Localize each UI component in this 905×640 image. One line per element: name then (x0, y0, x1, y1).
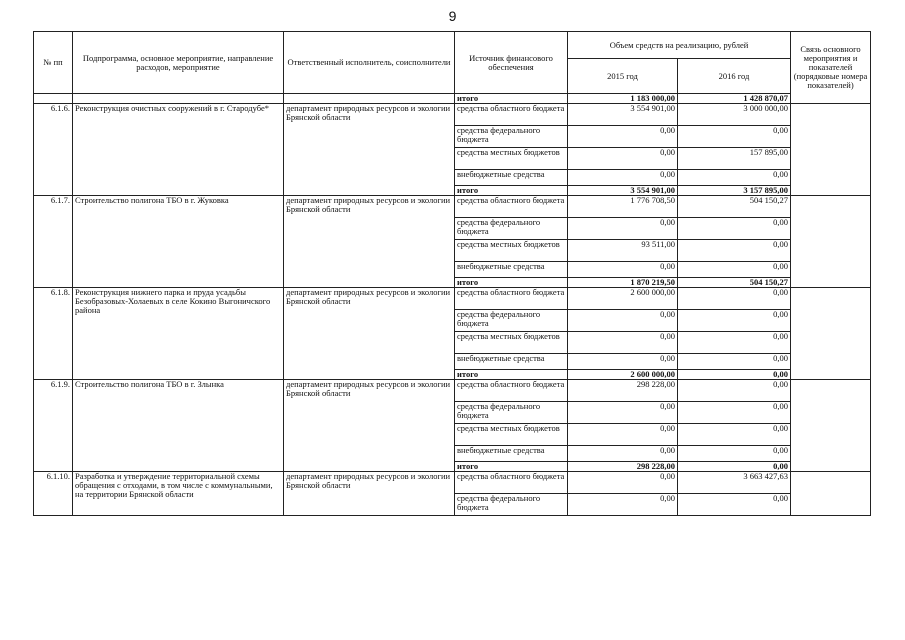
amount-2015: 0,00 (568, 402, 678, 424)
top-total-row (34, 94, 871, 104)
total-label: итого (455, 462, 568, 472)
amount-2016: 0,00 (678, 262, 791, 278)
funding-source: средства областного бюджета (455, 472, 568, 494)
total-2016: 0,00 (678, 462, 791, 472)
amount-2015: 0,00 (568, 424, 678, 446)
budget-table (33, 31, 871, 516)
funding-source: средства федерального бюджета (455, 310, 568, 332)
item-executor: департамент природных ресурсов и экологии Брянской области (284, 196, 455, 288)
amount-2015: 0,00 (568, 126, 678, 148)
funding-source: средства местных бюджетов (455, 424, 568, 446)
total-label: итого (455, 370, 568, 380)
item-link (791, 196, 871, 288)
header-link: Связь основного мероприятия и показателей (порядковые номера показателей) (791, 32, 871, 104)
amount-2016: 157 895,00 (678, 148, 791, 170)
funding-source: внебюджетные средства (455, 446, 568, 462)
item-link (791, 104, 871, 196)
amount-2016: 0,00 (678, 402, 791, 424)
header-volume: Объем средств на реализацию, рублей (568, 32, 791, 59)
total-2015: 3 554 901,00 (568, 186, 678, 196)
funding-source: внебюджетные средства (455, 354, 568, 370)
item-name: Строительство полигона ТБО в г. Злынка (73, 380, 284, 472)
amount-2016: 0,00 (678, 332, 791, 354)
item-executor: департамент природных ресурсов и экологии Брянской области (284, 472, 455, 516)
item-number: 6.1.7. (34, 196, 73, 288)
table-row (34, 196, 871, 218)
item-link (791, 380, 871, 472)
funding-source: средства федерального бюджета (455, 126, 568, 148)
table-row (34, 472, 871, 494)
total-2016: 1 428 870,07 (678, 94, 791, 104)
amount-2016: 0,00 (678, 218, 791, 240)
header-subprogram: Подпрограмма, основное мероприятие, направление расходов, мероприятие (73, 32, 284, 94)
funding-source: средства областного бюджета (455, 288, 568, 310)
total-2016: 3 157 895,00 (678, 186, 791, 196)
funding-source: средства федерального бюджета (455, 494, 568, 516)
item-executor: департамент природных ресурсов и экологии Брянской области (284, 380, 455, 472)
total-2016: 504 150,27 (678, 278, 791, 288)
funding-source: средства областного бюджета (455, 196, 568, 218)
total-2016: 0,00 (678, 370, 791, 380)
funding-source: средства местных бюджетов (455, 332, 568, 354)
amount-2016: 0,00 (678, 126, 791, 148)
total-2015: 1 870 219,50 (568, 278, 678, 288)
funding-source: средства местных бюджетов (455, 148, 568, 170)
item-name: Строительство полигона ТБО в г. Жуковка (73, 196, 284, 288)
amount-2015: 0,00 (568, 148, 678, 170)
funding-source: внебюджетные средства (455, 170, 568, 186)
amount-2015: 0,00 (568, 170, 678, 186)
total-2015: 1 183 000,00 (568, 94, 678, 104)
item-name: Реконструкция очистных сооружений в г. Стародубе* (73, 104, 284, 196)
header-year-2015: 2015 год (568, 59, 678, 94)
amount-2016: 0,00 (678, 424, 791, 446)
header-no: № пп (34, 32, 73, 94)
amount-2016: 0,00 (678, 170, 791, 186)
amount-2016: 0,00 (678, 310, 791, 332)
amount-2015: 0,00 (568, 494, 678, 516)
funding-source: внебюджетные средства (455, 262, 568, 278)
item-number: 6.1.6. (34, 104, 73, 196)
total-label: итого (455, 278, 568, 288)
amount-2015: 298 228,00 (568, 380, 678, 402)
amount-2015: 0,00 (568, 310, 678, 332)
item-number: 6.1.9. (34, 380, 73, 472)
item-executor: департамент природных ресурсов и экологии Брянской области (284, 104, 455, 196)
item-name: Реконструкция нижнего парка и пруда усадьбы Безобразовых-Холаевых в селе Кокино Выгоничского района (73, 288, 284, 380)
amount-2015: 0,00 (568, 218, 678, 240)
table-row (34, 104, 871, 126)
funding-source: средства федерального бюджета (455, 218, 568, 240)
amount-2016: 504 150,27 (678, 196, 791, 218)
amount-2015: 0,00 (568, 262, 678, 278)
amount-2015: 0,00 (568, 472, 678, 494)
funding-source: средства местных бюджетов (455, 240, 568, 262)
amount-2016: 0,00 (678, 354, 791, 370)
header-executor: Ответственный исполнитель, соисполнители (284, 32, 455, 94)
table-row (34, 288, 871, 310)
total-label: итого (455, 186, 568, 196)
total-2015: 2 600 000,00 (568, 370, 678, 380)
amount-2015: 1 776 708,50 (568, 196, 678, 218)
funding-source: средства федерального бюджета (455, 402, 568, 424)
item-number: 6.1.10. (34, 472, 73, 516)
funding-source: средства областного бюджета (455, 104, 568, 126)
amount-2016: 0,00 (678, 380, 791, 402)
amount-2016: 0,00 (678, 240, 791, 262)
amount-2015: 0,00 (568, 354, 678, 370)
amount-2015: 0,00 (568, 446, 678, 462)
item-number: 6.1.8. (34, 288, 73, 380)
table-body (34, 104, 871, 516)
amount-2015: 93 511,00 (568, 240, 678, 262)
table-row (34, 380, 871, 402)
amount-2015: 0,00 (568, 332, 678, 354)
amount-2016: 3 000 000,00 (678, 104, 791, 126)
page-number: 9 (448, 8, 457, 24)
amount-2016: 0,00 (678, 494, 791, 516)
amount-2016: 0,00 (678, 288, 791, 310)
amount-2015: 3 554 901,00 (568, 104, 678, 126)
amount-2016: 3 663 427,63 (678, 472, 791, 494)
item-link (791, 472, 871, 516)
total-2015: 298 228,00 (568, 462, 678, 472)
item-link (791, 288, 871, 380)
item-executor: департамент природных ресурсов и экологии Брянской области (284, 288, 455, 380)
amount-2015: 2 600 000,00 (568, 288, 678, 310)
item-name: Разработка и утверждение территориальной схемы обращения с отходами, в том числе с коммунальными, на территории Брянской области (73, 472, 284, 516)
total-label: итого (455, 94, 568, 104)
header-year-2016: 2016 год (678, 59, 791, 94)
funding-source: средства областного бюджета (455, 380, 568, 402)
header-source: Источник финансового обеспечения (455, 32, 568, 94)
amount-2016: 0,00 (678, 446, 791, 462)
